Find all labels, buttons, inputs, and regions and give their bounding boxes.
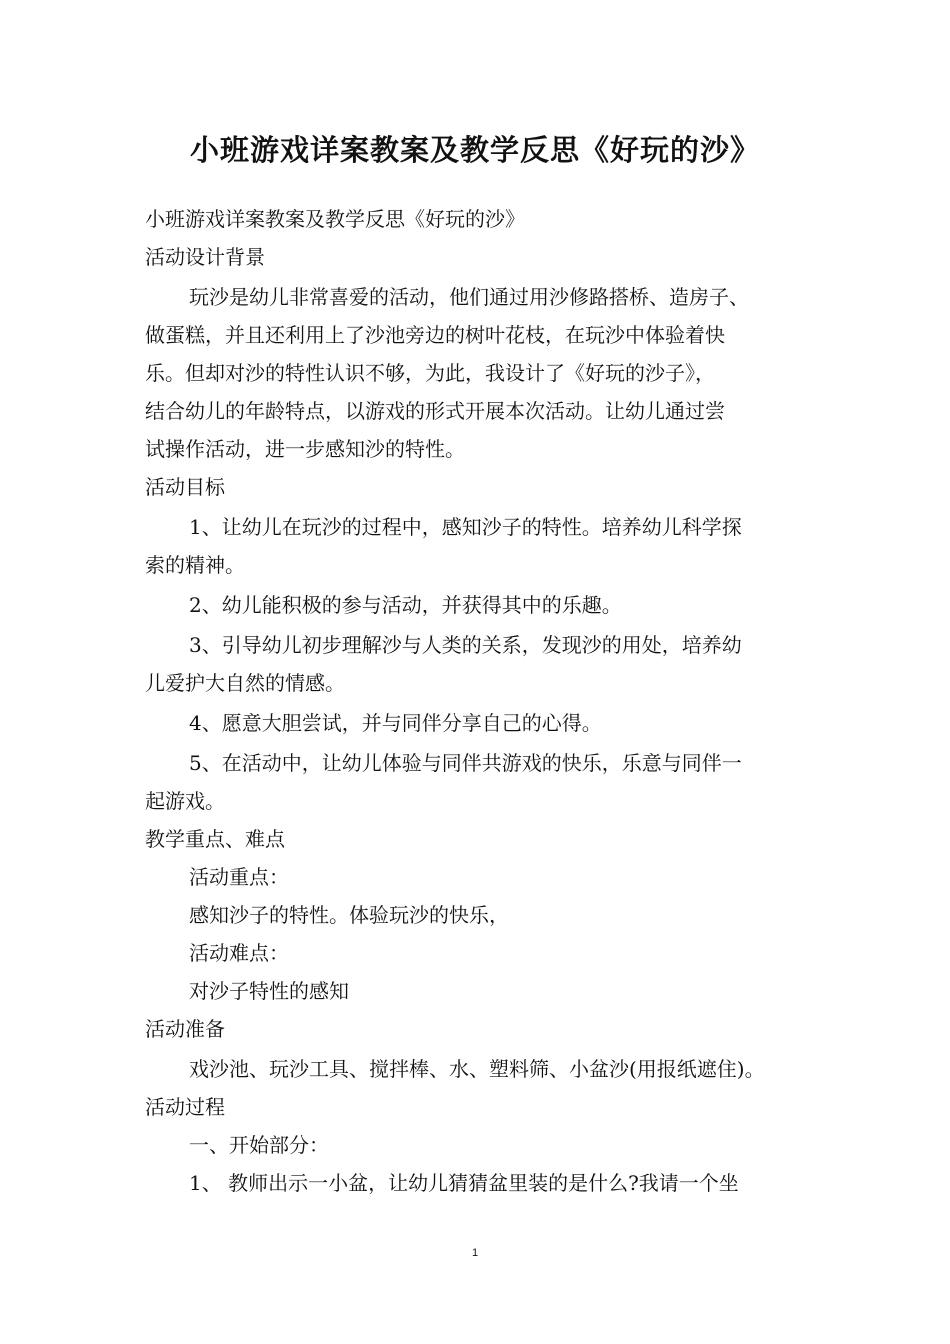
subtitle-line: 小班游戏详案教案及教学反思《好玩的沙》 <box>145 207 525 231</box>
paragraph-line: 玩沙是幼儿非常喜爱的活动，他们通过用沙修路搭桥、造房子、 <box>189 285 749 309</box>
section-heading-key-points: 教学重点、难点 <box>145 827 285 851</box>
section-heading-goals: 活动目标 <box>145 475 225 499</box>
goal-item-continued: 索的精神。 <box>145 553 245 577</box>
sub-heading: 活动重点： <box>189 865 289 889</box>
paragraph-line: 乐。但却对沙的特性认识不够，为此，我设计了《好玩的沙子》， <box>145 361 715 385</box>
goal-item: 4、愿意大胆尝试，并与同伴分享自己的心得。 <box>189 711 602 735</box>
sub-heading: 活动难点： <box>189 941 289 965</box>
paragraph-line: 1、 教师出示一小盆，让幼儿猜猜盆里装的是什么?我请一个坐 <box>189 1171 739 1195</box>
goal-item: 5、在活动中，让幼儿体验与同伴共游戏的快乐，乐意与同伴一 <box>189 751 742 775</box>
goal-item: 2、幼儿能积极的参与活动，并获得其中的乐趣。 <box>189 593 622 617</box>
sub-heading: 一、开始部分： <box>189 1133 329 1157</box>
goal-item-continued: 起游戏。 <box>145 789 225 813</box>
section-heading-preparation: 活动准备 <box>145 1017 225 1041</box>
goal-item-continued: 儿爱护大自然的情感。 <box>145 671 345 695</box>
document-body <box>145 200 825 1202</box>
paragraph-line: 做蛋糕，并且还利用上了沙池旁边的树叶花枝，在玩沙中体验着快 <box>145 323 725 347</box>
page-title: 小班游戏详案教案及教学反思《好玩的沙》 <box>189 133 760 167</box>
paragraph-line: 戏沙池、玩沙工具、搅拌棒、水、塑料筛、小盆沙(用报纸遮住)。 <box>189 1057 765 1081</box>
page-number: 1 <box>471 1247 479 1259</box>
section-heading-background: 活动设计背景 <box>145 245 265 269</box>
paragraph-line: 感知沙子的特性。体验玩沙的快乐， <box>189 903 509 927</box>
goal-item: 1、让幼儿在玩沙的过程中，感知沙子的特性。培养幼儿科学探 <box>189 515 742 539</box>
section-heading-process: 活动过程 <box>145 1095 225 1119</box>
goal-item: 3、引导幼儿初步理解沙与人类的关系，发现沙的用处，培养幼 <box>189 633 742 657</box>
paragraph-line: 结合幼儿的年龄特点，以游戏的形式开展本次活动。让幼儿通过尝 <box>145 399 725 423</box>
paragraph-line: 试操作活动，进一步感知沙的特性。 <box>145 437 465 461</box>
paragraph-line: 对沙子特性的感知 <box>189 979 349 1003</box>
